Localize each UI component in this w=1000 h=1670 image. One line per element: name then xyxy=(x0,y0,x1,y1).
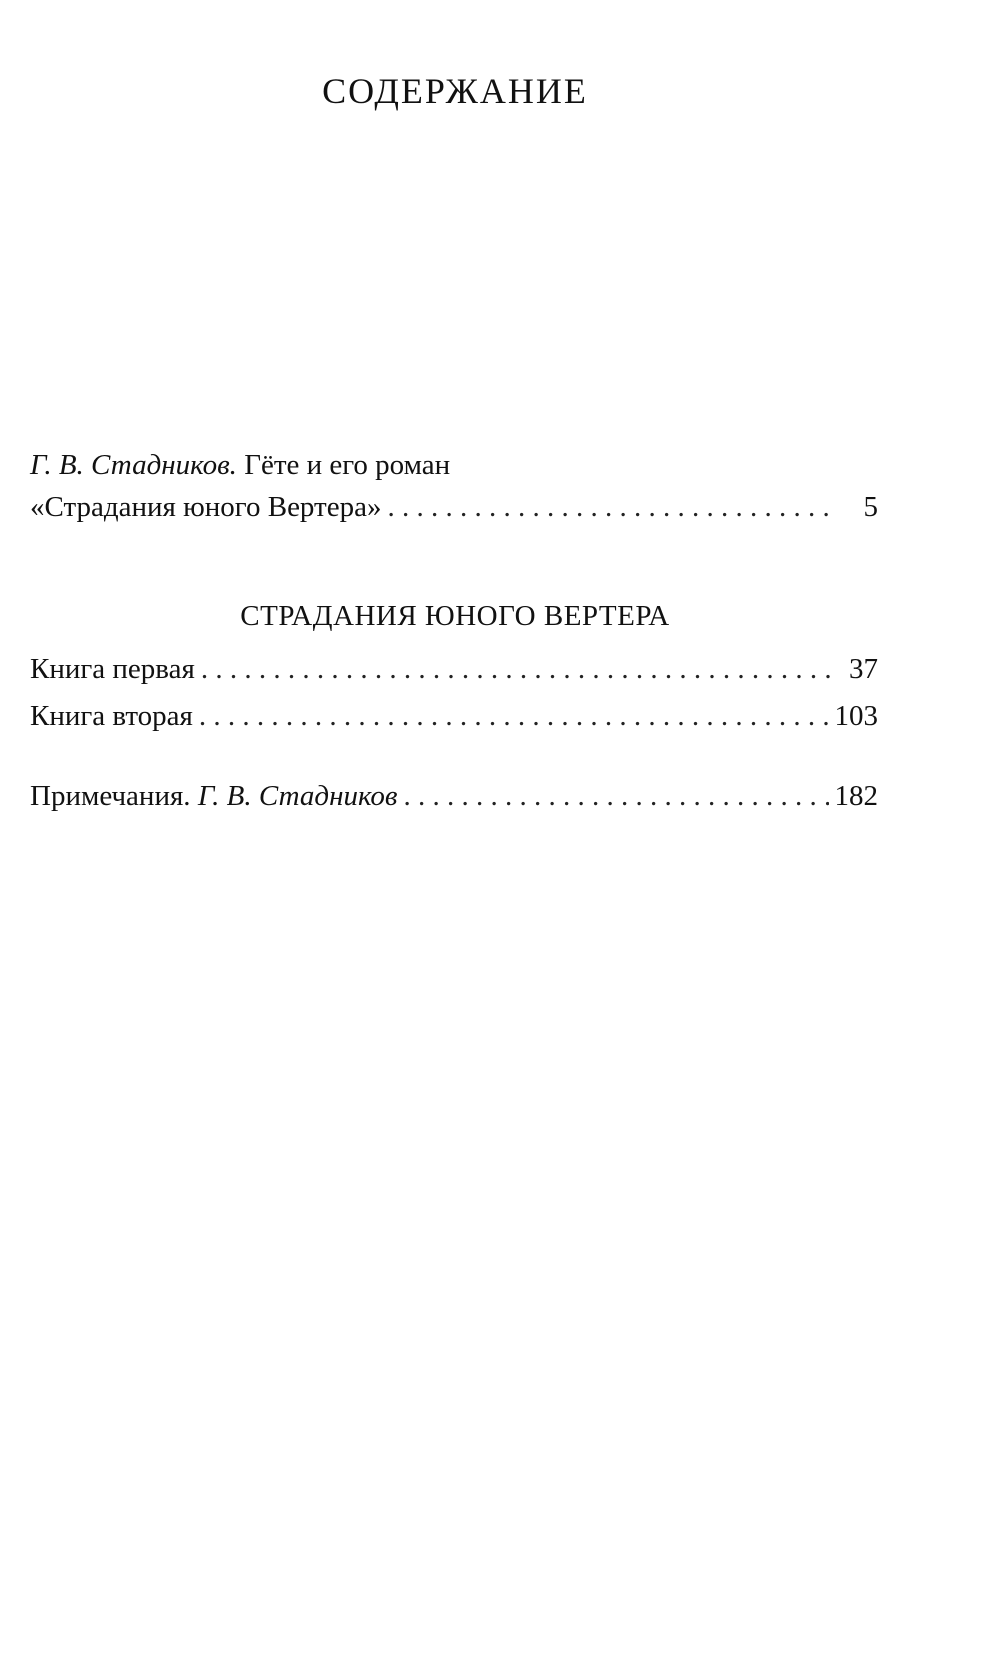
dot-leader xyxy=(201,650,836,688)
entry-title: Книга первая xyxy=(30,653,195,685)
page-number: 103 xyxy=(834,700,878,732)
dot-leader xyxy=(199,697,829,735)
toc-entry-notes[interactable] xyxy=(30,777,878,815)
dot-leader xyxy=(404,777,829,815)
toc-entry-book-one[interactable] xyxy=(30,650,878,688)
toc-entry-intro-line1 xyxy=(30,446,878,484)
notes-title xyxy=(30,777,398,815)
notes-author: Г. В. Стадников xyxy=(197,780,398,812)
intro-title-line1: Гёте и его роман xyxy=(236,449,451,481)
page-title: СОДЕРЖАНИЕ xyxy=(322,71,588,111)
entry-title: Книга вторая xyxy=(30,700,193,732)
intro-title-line2: «Страдания юного Вертера» xyxy=(30,491,382,523)
page-number: 37 xyxy=(849,653,878,685)
section-title: СТРАДАНИЯ ЮНОГО ВЕРТЕРА xyxy=(240,600,670,632)
intro-author: Г. В. Стадников. xyxy=(30,449,237,481)
page-number: 5 xyxy=(863,491,878,523)
dot-leader xyxy=(387,488,836,526)
toc-entry-book-two[interactable] xyxy=(30,697,878,735)
notes-label: Примечания. xyxy=(30,780,198,812)
page-number: 182 xyxy=(834,780,878,812)
toc-entry-intro[interactable] xyxy=(30,488,878,526)
